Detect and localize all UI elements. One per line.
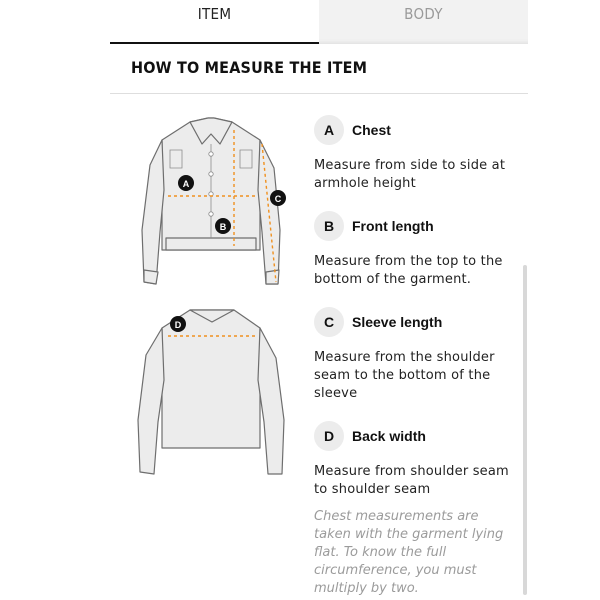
- measurement-letter-badge: A: [314, 115, 344, 145]
- tab-item[interactable]: ITEM: [110, 0, 319, 44]
- measurement-description: Measure from the top to the bottom of the garment.: [314, 254, 503, 287]
- svg-text:A: A: [182, 179, 190, 189]
- measurement-letter-badge: C: [314, 307, 344, 337]
- measurement-list: [314, 115, 514, 517]
- measurement-chest: [314, 115, 514, 193]
- svg-text:B: B: [219, 222, 227, 232]
- measurement-front-length: [314, 211, 514, 289]
- measurement-description: Measure from side to side at armhole height: [314, 158, 506, 191]
- jacket-front-diagram: [132, 110, 292, 290]
- measurement-name: Back width: [352, 428, 426, 444]
- marker-a: [178, 175, 194, 191]
- svg-text:C: C: [274, 194, 282, 204]
- tab-bar: [110, 0, 528, 44]
- measurement-sleeve-length: [314, 307, 514, 403]
- measurement-description: Measure from shoulder seam to shoulder seam: [314, 464, 509, 497]
- section-title: HOW TO MEASURE THE ITEM: [131, 58, 368, 77]
- marker-b: [215, 218, 231, 234]
- measurement-letter-badge: D: [314, 421, 344, 451]
- measurement-name: Sleeve length: [352, 314, 443, 330]
- measurement-name: Chest: [352, 122, 391, 138]
- svg-text:D: D: [174, 320, 182, 330]
- divider: [110, 93, 528, 94]
- jacket-back-diagram: [132, 300, 292, 480]
- tab-body[interactable]: BODY: [319, 0, 528, 44]
- measurement-description: Measure from the shoulder seam to the bottom of the sleeve: [314, 350, 495, 401]
- measurement-letter-badge: B: [314, 211, 344, 241]
- measurement-back-width: [314, 421, 514, 499]
- marker-d: [170, 316, 186, 332]
- scrollbar[interactable]: [523, 265, 527, 595]
- measurement-name: Front length: [352, 218, 434, 234]
- measurement-note: Chest measurements are taken with the garment lying flat. To know the full circumference, you must multiply by two.: [314, 509, 504, 596]
- marker-c: [270, 190, 286, 206]
